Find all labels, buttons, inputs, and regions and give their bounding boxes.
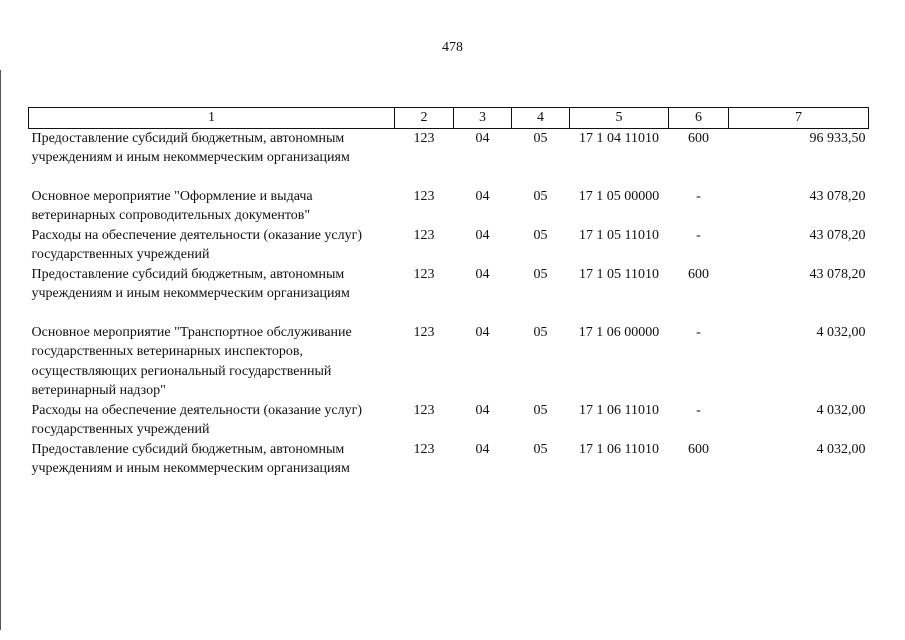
row-target-article: 17 1 06 11010 (579, 402, 659, 418)
row-name: Предоставление субсидий бюджетным, автономным учреждениям и иным некоммерческим организациям (31, 130, 350, 165)
row-expense-type: - (696, 188, 701, 204)
row-target-article: 17 1 05 00000 (578, 188, 660, 204)
row-name: Расходы на обеспечение деятельности (оказание услуг) государственных учреждений (31, 227, 363, 262)
table-row (29, 323, 869, 401)
row-code: 123 (413, 130, 435, 146)
row-section: 04 (475, 402, 490, 418)
row-target-article: 17 1 04 11010 (579, 130, 659, 146)
row-expense-type: - (696, 402, 701, 418)
row-code: 123 (413, 324, 435, 340)
header-row (29, 108, 869, 129)
column-header-6: 6 (669, 108, 729, 129)
row-amount: 4 032,00 (816, 441, 866, 457)
row-spacer (29, 168, 869, 187)
row-section: 04 (475, 441, 490, 457)
row-name: Основное мероприятие "Оформление и выдача ветеринарных сопроводительных документов" (31, 188, 313, 223)
row-amount: 4 032,00 (816, 324, 866, 340)
row-amount: 43 078,20 (809, 227, 866, 243)
row-amount: 43 078,20 (809, 266, 866, 282)
row-code: 123 (413, 266, 435, 282)
row-target-article: 17 1 05 11010 (579, 266, 659, 282)
row-subsection: 05 (533, 324, 548, 340)
table-row (29, 187, 869, 226)
row-subsection: 05 (533, 402, 548, 418)
row-code: 123 (413, 441, 435, 457)
row-name: Расходы на обеспечение деятельности (оказание услуг) государственных учреждений (31, 402, 363, 437)
row-name: Основное мероприятие "Транспортное обслуживание государственных ветеринарных инспекторов, осуществляющих региональный государственный ветеринарный надзор" (31, 324, 352, 398)
column-header-1: 1 (29, 108, 395, 129)
column-header-7: 7 (729, 108, 869, 129)
budget-table-container (28, 107, 868, 479)
row-spacer (29, 304, 869, 323)
column-header-3: 3 (454, 108, 512, 129)
row-section: 04 (475, 130, 490, 146)
row-section: 04 (475, 188, 490, 204)
row-amount: 4 032,00 (816, 402, 866, 418)
column-header-2: 2 (395, 108, 454, 129)
table-row (29, 265, 869, 304)
page-number: 478 (442, 40, 463, 55)
row-expense-type: 600 (688, 441, 709, 457)
row-expense-type: - (696, 227, 701, 243)
row-amount: 96 933,50 (809, 130, 866, 146)
row-target-article: 17 1 06 11010 (579, 441, 659, 457)
row-code: 123 (413, 227, 435, 243)
row-expense-type: 600 (688, 130, 709, 146)
row-section: 04 (475, 227, 490, 243)
row-subsection: 05 (533, 227, 548, 243)
table-row (29, 128, 869, 168)
row-target-article: 17 1 06 00000 (578, 324, 660, 340)
row-expense-type: - (696, 324, 701, 340)
table-row (29, 440, 869, 479)
row-subsection: 05 (533, 130, 548, 146)
row-target-article: 17 1 05 11010 (579, 227, 659, 243)
row-section: 04 (475, 266, 490, 282)
table-header (29, 108, 869, 129)
column-header-4: 4 (512, 108, 570, 129)
row-name: Предоставление субсидий бюджетным, автономным учреждениям и иным некоммерческим организациям (31, 441, 350, 476)
row-subsection: 05 (533, 188, 548, 204)
row-amount: 43 078,20 (809, 188, 866, 204)
budget-table (28, 107, 869, 479)
row-code: 123 (413, 402, 435, 418)
column-header-5: 5 (570, 108, 669, 129)
row-subsection: 05 (533, 441, 548, 457)
table-row (29, 401, 869, 440)
row-section: 04 (475, 324, 490, 340)
table-row (29, 226, 869, 265)
row-subsection: 05 (533, 266, 548, 282)
row-code: 123 (413, 188, 435, 204)
row-name: Предоставление субсидий бюджетным, автономным учреждениям и иным некоммерческим организациям (31, 266, 350, 301)
left-margin-rule (0, 70, 1, 630)
row-expense-type: 600 (688, 266, 709, 282)
table-body (29, 128, 869, 479)
